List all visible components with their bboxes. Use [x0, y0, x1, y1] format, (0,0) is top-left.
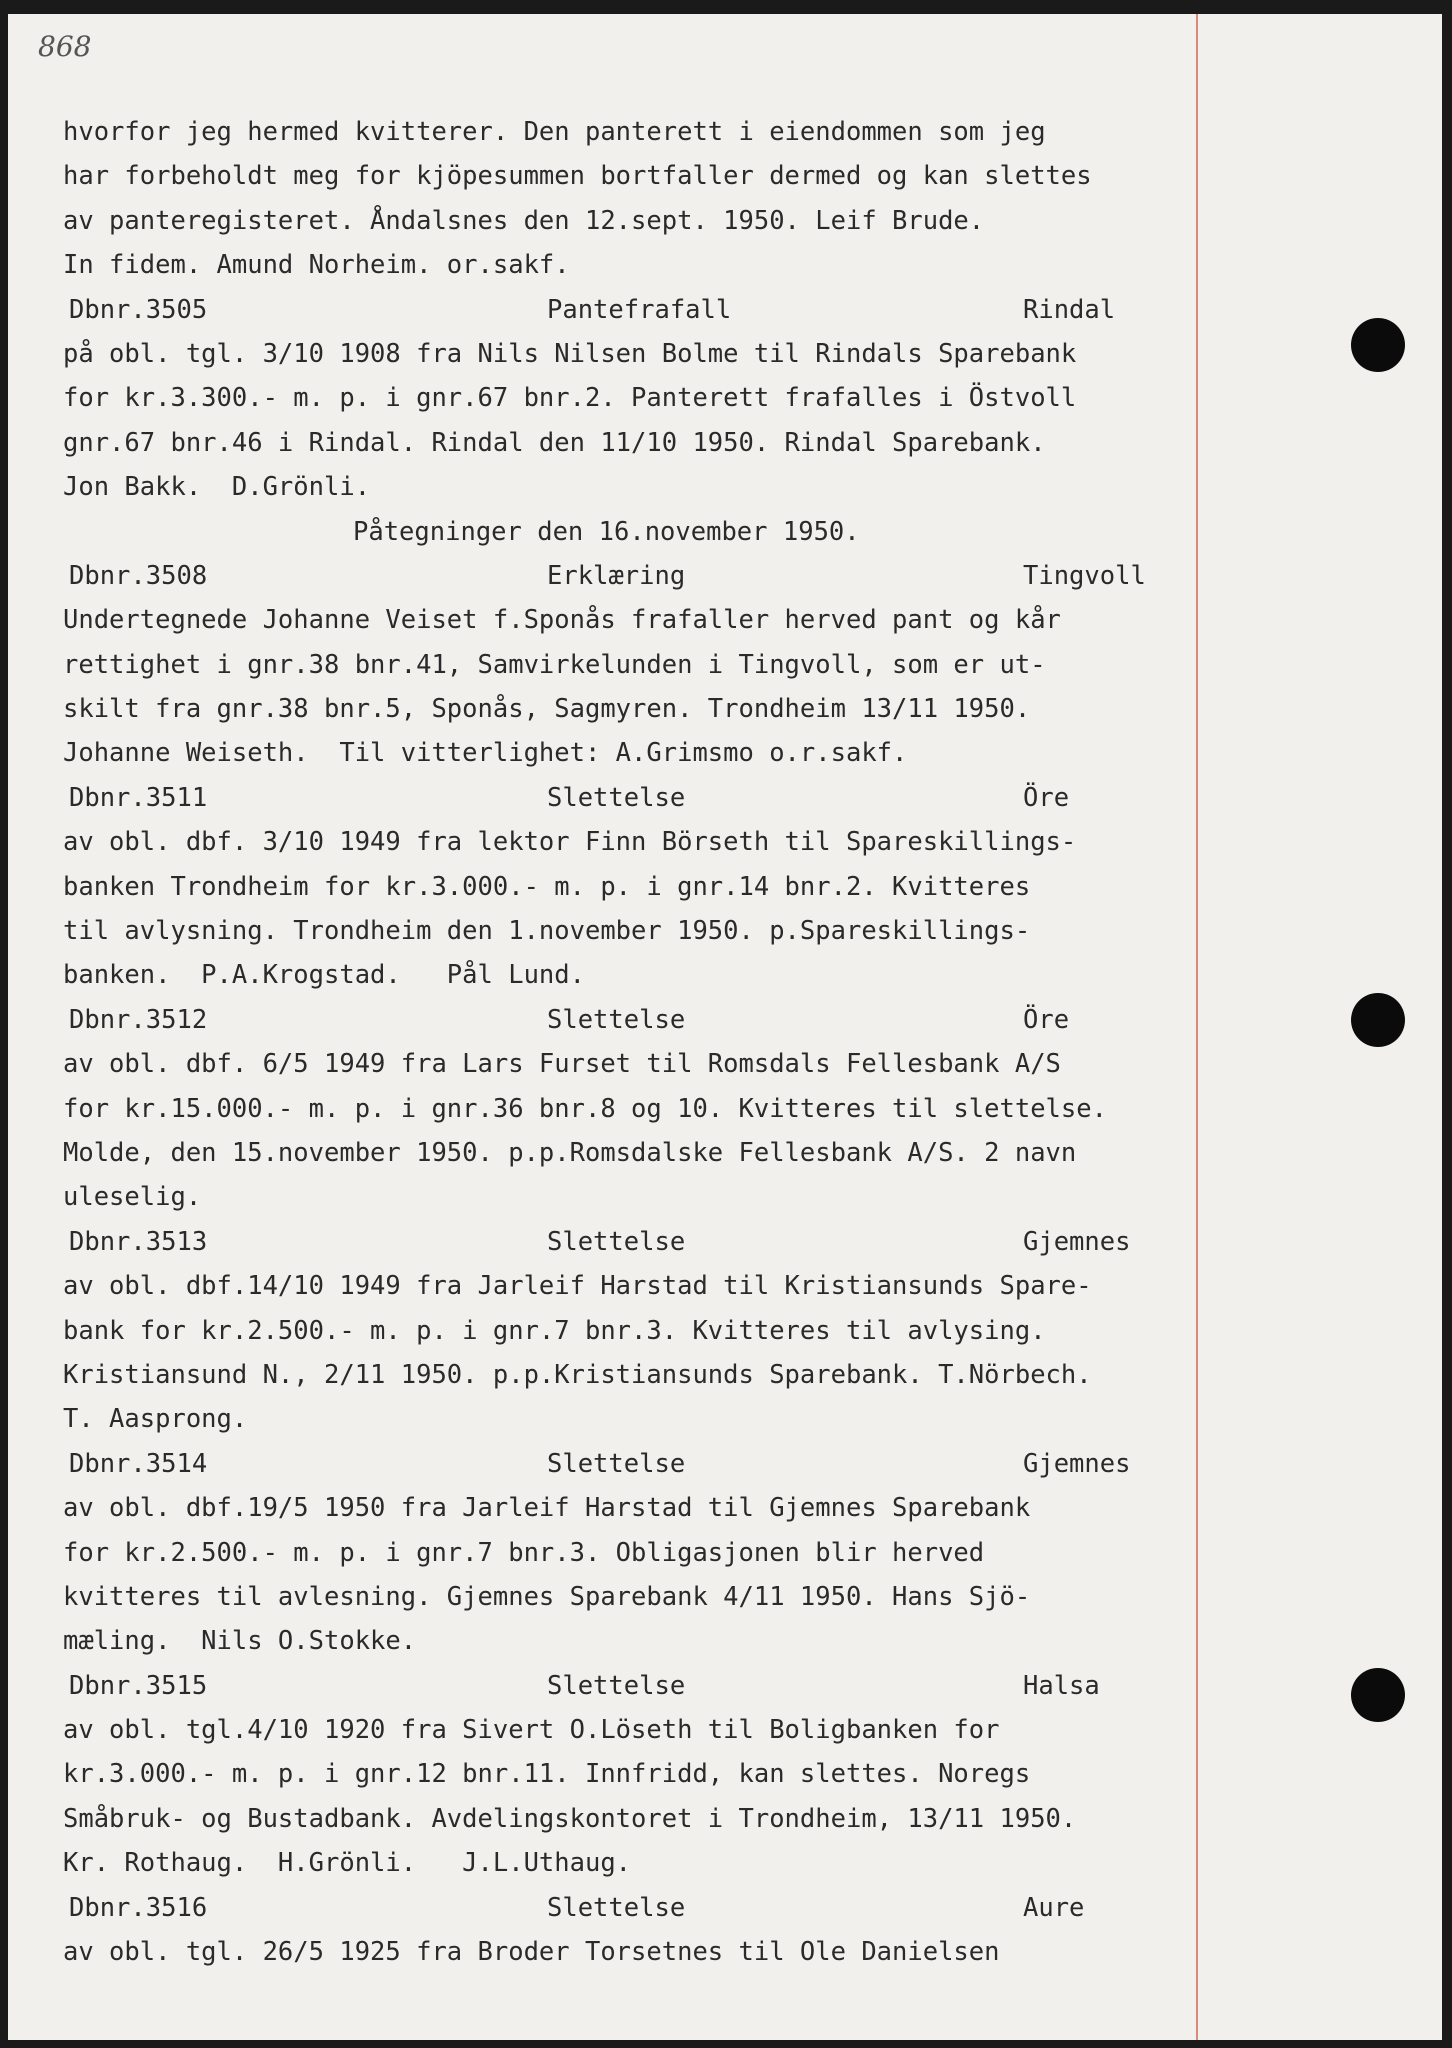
entry-place: Öre — [1023, 782, 1070, 813]
text-line: Kr. Rothaug. H.Grönli. J.L.Uthaug. — [63, 1848, 632, 1879]
text-line: T. Aasprong. — [63, 1404, 248, 1435]
entry-type: Slettelse — [547, 1004, 686, 1035]
text-line: har forbeholdt meg for kjöpesummen bortfaller dermed og kan slettes — [63, 161, 1092, 192]
text-line: av obl. tgl. 26/5 1925 fra Broder Torsetnes til Ole Danielsen — [63, 1937, 1000, 1968]
entry-heading — [63, 1442, 1233, 1486]
entry-heading — [63, 1886, 1233, 1930]
text-line: kr.3.000.- m. p. i gnr.12 bnr.11. Innfridd, kan slettes. Noregs — [63, 1759, 1031, 1790]
entry-number: Dbnr.3513 — [69, 1226, 208, 1257]
entry-place: Gjemnes — [1023, 1448, 1131, 1479]
entry-number: Dbnr.3512 — [69, 1004, 208, 1035]
text-line: av obl. dbf. 6/5 1949 fra Lars Furset til Romsdals Fellesbank A/S — [63, 1049, 1061, 1080]
entry-place: Öre — [1023, 1004, 1070, 1035]
entry-heading — [63, 554, 1233, 598]
text-line: for kr.3.300.- m. p. i gnr.67 bnr.2. Panterett frafalles i Östvoll — [63, 383, 1077, 414]
text-line: Undertegnede Johanne Veiset f.Sponås frafaller herved pant og kår — [63, 605, 1061, 636]
entry-number: Dbnr.3515 — [69, 1670, 208, 1701]
entry-number: Dbnr.3505 — [69, 294, 208, 325]
entry-type: Slettelse — [547, 1670, 686, 1701]
entry-type: Slettelse — [547, 1448, 686, 1479]
section-title: Påtegninger den 16.november 1950. — [353, 516, 860, 547]
text-line: Jon Bakk. D.Grönli. — [63, 472, 371, 503]
entry-place: Rindal — [1023, 294, 1116, 325]
text-line: banken. P.A.Krogstad. Pål Lund. — [63, 960, 585, 991]
text-line: av panteregisteret. Åndalsnes den 12.sept. 1950. Leif Brude. — [63, 205, 985, 236]
text-line: mæling. Nils O.Stokke. — [63, 1626, 417, 1657]
text-line: av obl. dbf.14/10 1949 fra Jarleif Harstad til Kristiansunds Spare- — [63, 1271, 1092, 1302]
entry-type: Pantefrafall — [547, 294, 732, 325]
entry-heading — [63, 1664, 1233, 1708]
entry-place: Halsa — [1023, 1670, 1100, 1701]
text-line: Kristiansund N., 2/11 1950. p.p.Kristiansunds Sparebank. T.Nörbech. — [63, 1359, 1092, 1390]
text-line: på obl. tgl. 3/10 1908 fra Nils Nilsen Bolme til Rindals Sparebank — [63, 338, 1077, 369]
entry-heading — [63, 998, 1233, 1042]
text-line: gnr.67 bnr.46 i Rindal. Rindal den 11/10 1950. Rindal Sparebank. — [63, 427, 1046, 458]
text-line: rettighet i gnr.38 bnr.41, Samvirkelunden i Tingvoll, som er ut- — [63, 649, 1046, 680]
text-line: bank for kr.2.500.- m. p. i gnr.7 bnr.3. Kvitteres til avlysing. — [63, 1315, 1046, 1346]
text-line: for kr.2.500.- m. p. i gnr.7 bnr.3. Obligasjonen blir herved — [63, 1537, 985, 1568]
document-page — [8, 14, 1442, 2040]
text-line: av obl. tgl.4/10 1920 fra Sivert O.Löseth til Boligbanken for — [63, 1715, 1000, 1746]
entry-heading — [63, 288, 1233, 332]
text-line: Molde, den 15.november 1950. p.p.Romsdalske Fellesbank A/S. 2 navn — [63, 1137, 1077, 1168]
entry-number: Dbnr.3516 — [69, 1892, 208, 1923]
entry-number: Dbnr.3511 — [69, 782, 208, 813]
text-line: Småbruk- og Bustadbank. Avdelingskontoret i Trondheim, 13/11 1950. — [63, 1803, 1077, 1834]
text-line: In fidem. Amund Norheim. or.sakf. — [63, 250, 570, 281]
punch-hole — [1351, 993, 1405, 1047]
text-line: skilt fra gnr.38 bnr.5, Sponås, Sagmyren. Trondheim 13/11 1950. — [63, 694, 1031, 725]
entry-type: Slettelse — [547, 782, 686, 813]
entry-number: Dbnr.3514 — [69, 1448, 208, 1479]
entry-heading — [63, 776, 1233, 820]
text-line: hvorfor jeg hermed kvitterer. Den panterett i eiendommen som jeg — [63, 117, 1046, 147]
entry-place: Gjemnes — [1023, 1226, 1131, 1257]
text-line: til avlysning. Trondheim den 1.november 1950. p.Spareskillings- — [63, 916, 1031, 947]
punch-hole — [1351, 1668, 1405, 1722]
entry-type: Erklæring — [547, 560, 686, 591]
text-line: av obl. dbf.19/5 1950 fra Jarleif Harstad til Gjemnes Sparebank — [63, 1493, 1031, 1524]
entry-number: Dbnr.3508 — [69, 560, 208, 591]
text-line: uleselig. — [63, 1182, 202, 1213]
punch-hole — [1351, 318, 1405, 372]
text-line: av obl. dbf. 3/10 1949 fra lektor Finn Börseth til Spareskillings- — [63, 827, 1077, 858]
text-line: Johanne Weiseth. Til vitterlighet: A.Grimsmo o.r.sakf. — [63, 738, 908, 769]
entry-heading — [63, 1220, 1233, 1264]
entry-place: Tingvoll — [1023, 560, 1146, 591]
text-line: kvitteres til avlesning. Gjemnes Sparebank 4/11 1950. Hans Sjö- — [63, 1581, 1031, 1612]
page-number: 868 — [38, 30, 92, 63]
entry-type: Slettelse — [547, 1892, 686, 1923]
entry-type: Slettelse — [547, 1226, 686, 1257]
entry-place: Aure — [1023, 1892, 1085, 1923]
document-text — [63, 110, 1233, 1974]
text-line: banken Trondheim for kr.3.000.- m. p. i gnr.14 bnr.2. Kvitteres — [63, 871, 1031, 902]
text-line: for kr.15.000.- m. p. i gnr.36 bnr.8 og 10. Kvitteres til slettelse. — [63, 1093, 1107, 1124]
